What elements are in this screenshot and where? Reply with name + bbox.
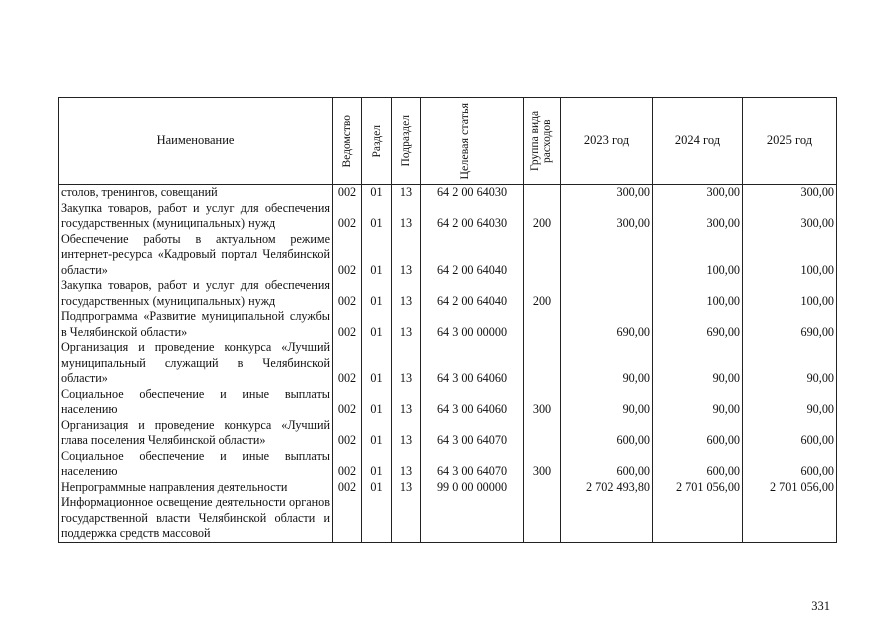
cell-name: Организация и проведение конкурса «Лучший глава поселения Челябинской области»	[59, 418, 333, 449]
table-row	[59, 309, 837, 340]
table-row	[59, 340, 837, 387]
cell-value-2025: 2 701 056,00	[743, 480, 837, 496]
cell-target-article: 64 2 00 64030	[421, 201, 524, 232]
cell-vedomstvo: 002	[333, 232, 362, 279]
cell-razdel: 01	[362, 309, 392, 340]
cell-value-2023: 600,00	[561, 418, 653, 449]
header-year-2023: 2023 год	[561, 98, 653, 185]
cell-podrazdel: 13	[392, 418, 421, 449]
budget-table-sheet	[58, 97, 836, 543]
cell-vedomstvo: 002	[333, 278, 362, 309]
cell-value-2023	[561, 278, 653, 309]
cell-podrazdel: 13	[392, 278, 421, 309]
cell-name: Информационное освещение деятельности органов государственной власти Челябинской области и поддержка средств массовой	[59, 495, 333, 542]
table-row	[59, 201, 837, 232]
cell-value-2025: 90,00	[743, 387, 837, 418]
cell-razdel	[362, 495, 392, 542]
cell-name: Закупка товаров, работ и услуг для обеспечения государственных (муниципальных) нужд	[59, 278, 333, 309]
cell-vedomstvo: 002	[333, 201, 362, 232]
cell-value-2024	[653, 495, 743, 542]
cell-value-2024: 300,00	[653, 185, 743, 201]
cell-target-article: 64 3 00 64070	[421, 449, 524, 480]
cell-value-2023: 300,00	[561, 201, 653, 232]
table-row	[59, 480, 837, 496]
cell-value-2024: 300,00	[653, 201, 743, 232]
cell-razdel: 01	[362, 278, 392, 309]
cell-podrazdel: 13	[392, 309, 421, 340]
cell-target-article: 64 2 00 64030	[421, 185, 524, 201]
cell-expense-group	[524, 185, 561, 201]
cell-value-2023	[561, 232, 653, 279]
cell-value-2023: 690,00	[561, 309, 653, 340]
cell-value-2025: 600,00	[743, 449, 837, 480]
cell-value-2023: 90,00	[561, 387, 653, 418]
cell-razdel: 01	[362, 340, 392, 387]
header-name: Наименование	[59, 98, 333, 185]
cell-value-2023	[561, 495, 653, 542]
cell-value-2025: 300,00	[743, 185, 837, 201]
cell-podrazdel: 13	[392, 185, 421, 201]
cell-name: Непрограммные направления деятельности	[59, 480, 333, 496]
cell-expense-group: 300	[524, 449, 561, 480]
header-podrazdel: Подраздел	[392, 98, 421, 185]
cell-name: Социальное обеспечение и иные выплаты населению	[59, 449, 333, 480]
cell-value-2025	[743, 495, 837, 542]
cell-value-2023: 2 702 493,80	[561, 480, 653, 496]
cell-razdel: 01	[362, 480, 392, 496]
header-year-2025: 2025 год	[743, 98, 837, 185]
cell-razdel: 01	[362, 387, 392, 418]
table-row	[59, 387, 837, 418]
cell-value-2023: 90,00	[561, 340, 653, 387]
cell-name: Подпрограмма «Развитие муниципальной службы в Челябинской области»	[59, 309, 333, 340]
cell-target-article: 64 3 00 64070	[421, 418, 524, 449]
cell-value-2025: 100,00	[743, 232, 837, 279]
cell-podrazdel	[392, 495, 421, 542]
cell-value-2024: 690,00	[653, 309, 743, 340]
cell-target-article	[421, 495, 524, 542]
cell-name: Закупка товаров, работ и услуг для обеспечения государственных (муниципальных) нужд	[59, 201, 333, 232]
table-row	[59, 185, 837, 201]
header-razdel: Раздел	[362, 98, 392, 185]
cell-target-article: 64 3 00 64060	[421, 387, 524, 418]
cell-expense-group	[524, 309, 561, 340]
cell-value-2024: 90,00	[653, 387, 743, 418]
cell-target-article: 64 2 00 64040	[421, 232, 524, 279]
table-row	[59, 232, 837, 279]
cell-value-2024: 100,00	[653, 232, 743, 279]
cell-vedomstvo: 002	[333, 449, 362, 480]
cell-target-article: 64 3 00 00000	[421, 309, 524, 340]
budget-table	[58, 97, 837, 543]
cell-expense-group: 200	[524, 278, 561, 309]
cell-vedomstvo: 002	[333, 387, 362, 418]
cell-vedomstvo: 002	[333, 340, 362, 387]
cell-razdel: 01	[362, 185, 392, 201]
cell-value-2023: 600,00	[561, 449, 653, 480]
cell-vedomstvo	[333, 495, 362, 542]
cell-vedomstvo: 002	[333, 185, 362, 201]
cell-expense-group: 300	[524, 387, 561, 418]
cell-vedomstvo: 002	[333, 309, 362, 340]
cell-razdel: 01	[362, 418, 392, 449]
cell-target-article: 64 3 00 64060	[421, 340, 524, 387]
table-row	[59, 449, 837, 480]
cell-target-article: 99 0 00 00000	[421, 480, 524, 496]
cell-value-2025: 600,00	[743, 418, 837, 449]
cell-expense-group	[524, 340, 561, 387]
cell-podrazdel: 13	[392, 201, 421, 232]
cell-value-2025: 100,00	[743, 278, 837, 309]
header-year-2024: 2024 год	[653, 98, 743, 185]
cell-value-2024: 600,00	[653, 449, 743, 480]
cell-value-2023: 300,00	[561, 185, 653, 201]
cell-value-2025: 300,00	[743, 201, 837, 232]
cell-name: столов, тренингов, совещаний	[59, 185, 333, 201]
cell-expense-group	[524, 495, 561, 542]
cell-razdel: 01	[362, 232, 392, 279]
table-row	[59, 278, 837, 309]
header-target-article: Целевая статья	[421, 98, 524, 185]
cell-value-2025: 690,00	[743, 309, 837, 340]
cell-podrazdel: 13	[392, 449, 421, 480]
cell-value-2024: 90,00	[653, 340, 743, 387]
cell-target-article: 64 2 00 64040	[421, 278, 524, 309]
page-number: 331	[811, 599, 830, 613]
cell-expense-group: 200	[524, 201, 561, 232]
cell-value-2025: 90,00	[743, 340, 837, 387]
cell-value-2024: 600,00	[653, 418, 743, 449]
table-body	[59, 185, 837, 543]
cell-value-2024: 100,00	[653, 278, 743, 309]
cell-podrazdel: 13	[392, 232, 421, 279]
cell-podrazdel: 13	[392, 387, 421, 418]
table-header	[59, 98, 837, 185]
cell-name: Организация и проведение конкурса «Лучший муниципальный служащий в Челябинской области»	[59, 340, 333, 387]
cell-expense-group	[524, 418, 561, 449]
table-row	[59, 495, 837, 542]
table-row	[59, 418, 837, 449]
header-expense-group: Группа вида расходов	[524, 98, 561, 185]
cell-podrazdel: 13	[392, 340, 421, 387]
cell-name: Обеспечение работы в актуальном режиме интернет-ресурса «Кадровый портал Челябинской области»	[59, 232, 333, 279]
cell-vedomstvo: 002	[333, 480, 362, 496]
cell-podrazdel: 13	[392, 480, 421, 496]
cell-value-2024: 2 701 056,00	[653, 480, 743, 496]
cell-expense-group	[524, 232, 561, 279]
cell-razdel: 01	[362, 449, 392, 480]
cell-vedomstvo: 002	[333, 418, 362, 449]
cell-razdel: 01	[362, 201, 392, 232]
cell-expense-group	[524, 480, 561, 496]
cell-name: Социальное обеспечение и иные выплаты населению	[59, 387, 333, 418]
header-vedomstvo: Ведомство	[333, 98, 362, 185]
